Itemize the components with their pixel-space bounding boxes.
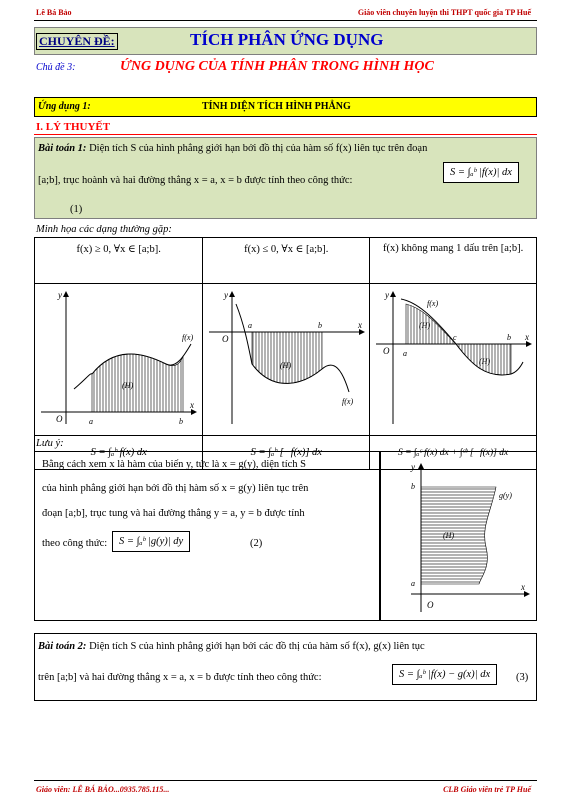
note-line2: của hình phẳng giới hạn bởi đồ thị hàm số x = g(y) liên tục trên [42,483,309,494]
axis-x-label: x [357,320,362,330]
b-label: b [506,333,511,342]
illustrations-heading: Minh họa các dạng thường gặp: [36,224,172,235]
note-number: (2) [250,538,263,549]
case1-graph [36,284,201,432]
case3-figure-cell [370,284,537,436]
case2-figure-cell [203,284,370,436]
gy-label: g(y) [499,491,512,500]
cases-table [34,237,537,470]
footer-teacher: Giáo viên: LÊ BÁ BẢO...0935.785.115... [36,785,170,794]
case1-formula: S = ∫ₐᵇ f(x) dx [35,436,203,470]
problem1-text1: Diện tích S của hình phẳng giới hạn bởi đồ thị của hàm số f(x) liên tục trên đoạn [89,143,428,154]
note-line1: Bằng cách xem x là hàm của biến y, tức là x = g(y), diện tích S [42,459,307,470]
region-label-1: (H) [418,321,430,330]
problem1-formula: S = ∫ₐᵇ |f(x)| dx [443,162,519,183]
a-label: a [402,349,407,358]
note-figure-cell [380,451,537,621]
origin-label: O [56,414,63,424]
axis-y-label: y [384,290,389,300]
region-label-2: (H) [478,357,490,366]
axis-x-label: x [524,332,529,342]
a-label: a [247,321,252,330]
axis-x-label: x [190,400,195,410]
origin-label: O [427,600,434,610]
axis-y-label: y [223,290,228,300]
a-label: a [411,579,415,588]
case3-condition: f(x) không mang 1 dấu trên [a;b]. [370,238,537,284]
note-formula: S = ∫ₐᵇ |g(y)| dy [112,531,190,552]
region-label: (H) [122,381,134,390]
fx-label: f(x) [341,397,353,406]
section-heading: I. LÝ THUYẾT [36,121,111,133]
problem1-text2: [a;b], trục hoành và hai đường thẳng x = a, x = b được tính theo công thức: [38,175,353,186]
problem2-text1: Diện tích S của hình phẳng giới hạn bởi các đồ thị của hàm số f(x), g(x) liên tục [89,641,425,652]
topic-title: TÍCH PHÂN ỨNG DỤNG [190,30,384,49]
region-label: (H) [443,531,455,540]
footer-club: CLB Giáo viên trẻ TP Huế [443,785,531,794]
problem2-number: (3) [516,672,529,683]
case3-graph [371,284,536,432]
case2-graph [204,284,369,432]
axis-x-label: x [521,582,525,592]
subtopic-label: Chủ đề 3: [36,62,76,73]
origin-label: O [221,334,229,344]
case2-condition: f(x) ≤ 0, ∀x ∈ [a;b]. [203,238,370,284]
b-label: b [317,321,322,330]
fx-label: f(x) [426,299,438,308]
header-subtitle: Giáo viên chuyên luyện thi THPT quốc gia TP Huế [357,8,531,17]
topic-label: CHUYÊN ĐỀ: [36,33,118,50]
application-label: Ứng dụng 1: [38,101,91,112]
case1-condition: f(x) ≥ 0, ∀x ∈ [a;b]. [35,238,203,284]
region-label: (H) [279,361,291,370]
case2-formula: S = ∫ₐᵇ [−f(x)] dx [203,436,370,470]
problem1-label: Bài toán 1: [38,143,87,154]
case3-formula: S = ∫ₐᶜ f(x) dx + ∫ᶜᵇ [−f(x)] dx [370,436,537,470]
b-label: b [179,417,184,426]
application-title: TÍNH DIỆN TÍCH HÌNH PHẲNG [202,101,351,112]
problem2-label: Bài toán 2: [38,641,87,652]
c-label: c [452,333,457,342]
axis-y-label: y [58,290,63,300]
origin-label: O [382,346,390,356]
note-line4: theo công thức: [42,538,108,549]
header-divider [34,20,537,21]
problem1-line1 [38,142,427,156]
b-label: b [411,482,415,491]
problem2-formula: S = ∫ₐᵇ |f(x) − g(x)| dx [392,664,497,685]
fx-label: f(x) [182,333,194,342]
header-author: Lê Bá Bảo [36,8,72,17]
problem2-line1 [38,640,425,654]
note-graph [381,452,536,620]
note-box [34,451,380,621]
section-divider [34,134,537,135]
case1-figure-cell [35,284,203,436]
a-label: a [89,417,94,426]
subtopic-title: ỨNG DỤNG CỦA TÍNH PHÂN TRONG HÌNH HỌC [120,59,434,74]
problem2-text2: trên [a;b] và hai đường thẳng x = a, x = b được tính theo công thức: [38,672,322,683]
note-line3: đoạn [a;b], trục tung và hai đường thẳng y = a, y = b được tính [42,508,305,519]
footer-divider [34,780,537,781]
note-heading: Lưu ý: [36,438,64,449]
problem1-number: (1) [70,204,83,215]
axis-y-label: y [411,462,415,472]
